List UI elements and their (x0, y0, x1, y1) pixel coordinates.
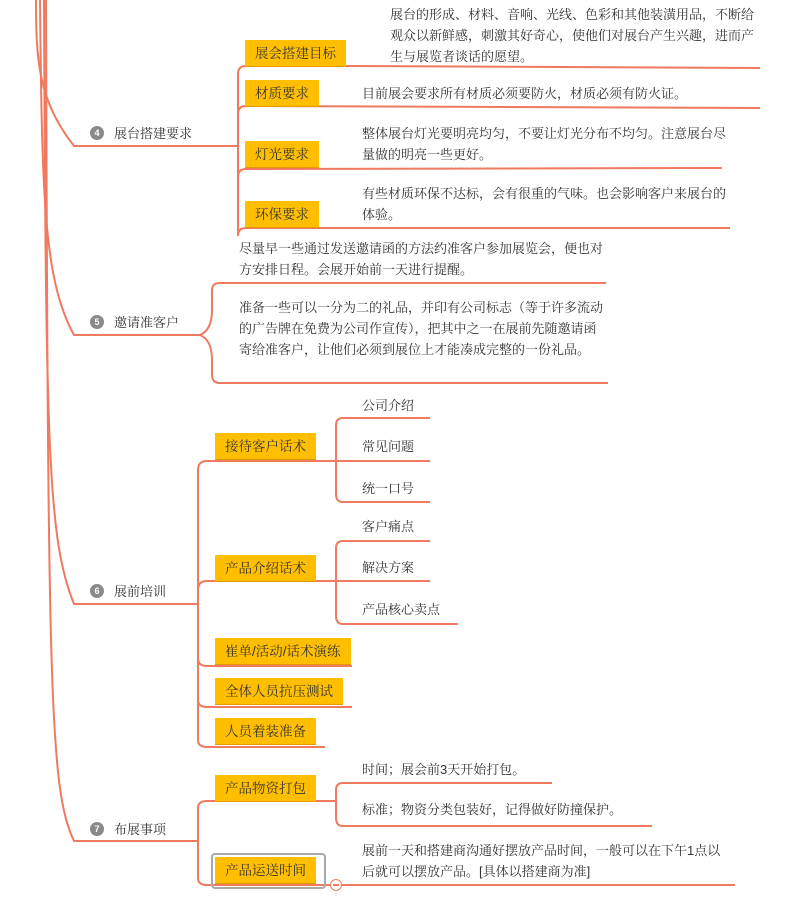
section-number-badge: 7 (90, 822, 104, 836)
section-label: 布展事项 (114, 822, 167, 837)
node-gift-desc[interactable]: 准备一些可以一分为二的礼品，并印有公司标志（等于许多流动的广告牌在免费为公司作宣传），把其中之一在展前先随邀请函寄给准客户，让他们必须到展位上才能凑成完整的一份礼品。 (239, 300, 604, 357)
section-label: 展台搭建要求 (114, 126, 193, 141)
node-stress-test[interactable]: 全体人员抗压测试 (215, 678, 343, 705)
node-delivery-time[interactable]: 产品运送时间 (215, 857, 316, 884)
section-number-badge: 6 (90, 584, 104, 598)
sub-node-slogan[interactable]: 统一口号 (362, 481, 415, 496)
section-number-badge: 5 (90, 315, 104, 329)
node-exhibition-goal[interactable]: 展会搭建目标 (245, 40, 346, 67)
node-product-script[interactable]: 产品介绍话术 (215, 555, 316, 582)
node-dress-prep[interactable]: 人员着装准备 (215, 718, 316, 745)
section-node-6[interactable] (90, 581, 166, 600)
sub-node-faq[interactable]: 常见问题 (362, 439, 415, 454)
node-material-req[interactable]: 材质要求 (245, 80, 319, 107)
node-eco-req-desc: 有些材质环保不达标，会有很重的气味。也会影响客户来展台的体验。 (362, 186, 727, 222)
sub-node-solutions[interactable]: 解决方案 (362, 560, 415, 575)
section-node-4[interactable] (90, 123, 192, 142)
node-invite-letter-desc[interactable]: 尽量早一些通过发送邀请函的方法约准客户参加展览会，便也对方安排日程。会展开始前一天进行提醒。 (239, 241, 604, 277)
section-label: 邀请准客户 (114, 315, 180, 330)
node-lighting-req-desc: 整体展台灯光要明亮均匀，不要让灯光分布不均匀。注意展台尽量做的明亮一些更好。 (362, 126, 727, 162)
node-material-req-desc: 目前展会要求所有材质必须要防火，材质必须有防火证。 (362, 86, 688, 101)
node-drill[interactable]: 崔单/活动/话术演练 (215, 638, 351, 665)
node-eco-req[interactable]: 环保要求 (245, 201, 319, 228)
sub-node-delivery-desc[interactable]: 展前一天和搭建商沟通好摆放产品时间，一般可以在下午1点以后就可以摆放产品。[具体以搭建商为准] (362, 843, 721, 879)
sub-node-selling-points[interactable]: 产品核心卖点 (362, 602, 441, 617)
collapse-toggle-icon[interactable] (330, 879, 342, 891)
sub-node-packing-time[interactable]: 时间；展会前3天开始打包。 (362, 762, 526, 777)
section-label: 展前培训 (114, 584, 167, 599)
node-packing[interactable]: 产品物资打包 (215, 775, 316, 802)
section-node-5[interactable] (90, 312, 179, 331)
node-reception-script[interactable]: 接待客户话术 (215, 433, 316, 460)
node-exhibition-goal-desc: 展台的形成、材料、音响、光线、色彩和其他装潢用品，不断给观众以新鲜感，刺激其好奇心，使他们对展台产生兴趣，进而产生与展览者谈话的愿望。 (390, 7, 755, 64)
sub-node-pain-points[interactable]: 客户痛点 (362, 519, 415, 534)
section-node-7[interactable] (90, 819, 166, 838)
sub-node-company-intro[interactable]: 公司介绍 (362, 398, 415, 413)
sub-node-packing-standard[interactable]: 标准；物资分类包装好，记得做好防撞保护。 (362, 802, 623, 817)
section-number-badge: 4 (90, 126, 104, 140)
node-lighting-req[interactable]: 灯光要求 (245, 141, 319, 168)
